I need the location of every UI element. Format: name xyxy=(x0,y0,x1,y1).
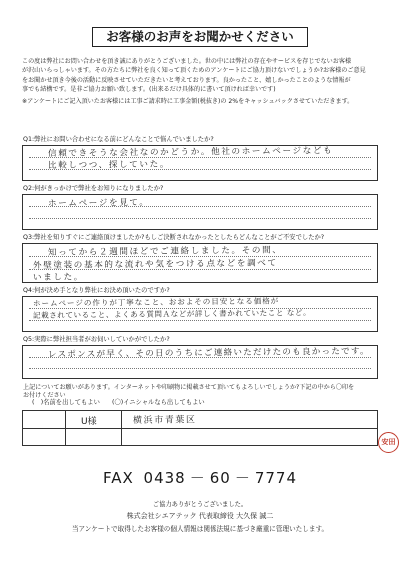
question-1-label: Q1:弊社にお問い合わせになる前にどんなことで悩んでいましたか? xyxy=(23,136,214,143)
answer-1-line: 比較しつつ、探していた。 xyxy=(47,159,171,171)
option-initial-ok[interactable]: (〇)イニシャルなら出してもよい xyxy=(112,399,205,406)
answer-box-4 xyxy=(22,296,378,332)
answer-3-line: いました。 xyxy=(32,272,85,283)
intro-line: をお聞かせ頂き今後の活動に反映させていただきたいと考えております。良かったこと、嬉しかったことのような情報が xyxy=(22,76,351,84)
fax-separator: － xyxy=(234,469,251,487)
customer-name: U様 xyxy=(81,417,97,427)
question-3-label: Q3:弊社を知りすぐにご連絡頂けましたか?もしご決断されなかったとしたらどんなことがご不安でしたか? xyxy=(23,234,325,241)
customer-address: 横浜市青葉区 xyxy=(132,415,197,426)
answer-box-1 xyxy=(22,145,378,181)
intro-line: が沢山いらっしゃいます。その方たちに弊社を良く知って頂くためのアンケートにご協力頂けないでしょうか?お客様のご意見 xyxy=(22,67,366,75)
question-4-label: Q4:何が決め手となり弊社にお決め頂いたのですか? xyxy=(23,287,170,294)
seal-stamp xyxy=(378,432,399,453)
fax-digits: 60 xyxy=(209,469,231,487)
fax-label: FAX xyxy=(102,469,134,487)
answer-4-line: 記載されていること、よくある質問Ａなどが詳しく書かれていたこと など。 xyxy=(32,308,312,320)
answer-3-line: 外壁塗装の基本的な流れや気をつける点などを調べて xyxy=(32,258,278,271)
intro-line: この度は弊社にお問い合わせを頂き誠にありがとうございました。世の中には弊社の存在やサービスを存じでないお客様 xyxy=(22,58,352,65)
option-name-ok[interactable]: ( )名前を出してもよい xyxy=(32,399,100,406)
permission-request-text: お付けください xyxy=(23,392,66,399)
fax-number xyxy=(0,467,400,488)
answer-2-line: ホームページを見て。 xyxy=(47,197,150,209)
answer-3-line: 知ってから２週間ほどでご連絡しました。その間、 xyxy=(47,245,283,258)
intro-line: ※アンケートにご記入頂いたお客様には工事ご請求時に工事金額(税抜き)の 2%をキャッシュバックさせていただきます。 xyxy=(22,97,354,105)
question-5-label: Q5:実際に弊社担当者がお伺いしていかがでしたか? xyxy=(23,336,170,343)
answer-box-5 xyxy=(22,345,378,379)
page-title: お客様のお声をお聞かせください xyxy=(92,27,308,47)
permission-request-text: 上記についてお願いがあります。インターネットや印刷物に掲載させて頂いてもよろしいでしょうか?下記の中から〇印を xyxy=(23,384,355,391)
thanks-text: ご協力ありがとうございました。 xyxy=(152,501,248,508)
intro-text xyxy=(22,57,382,106)
fax-digits: 7774 xyxy=(254,469,298,487)
answer-4-line: ホームページの作りが丁寧なこと、おおよその目安となる価格が xyxy=(32,296,280,308)
answer-5-line: レスポンスが早く、その日のうちにご連絡いただけたのも良かったです。 xyxy=(47,346,370,360)
intro-line: 事でも結構です。是非ご協力お願い致します。(出来るだけ具体的に書いて頂ければ幸いです) xyxy=(22,86,276,94)
question-2-label: Q2:何がきっかけで弊社をお知りになりましたか? xyxy=(23,185,164,192)
seal-stamp-text: 安田 xyxy=(381,438,396,446)
answer-1-line: 信頼できそうな会社なのかどうか。他社のホームページなども xyxy=(47,146,334,159)
fax-separator: － xyxy=(189,469,206,487)
answer-box-2 xyxy=(22,194,378,230)
answer-box-3 xyxy=(22,243,378,283)
customer-info-box xyxy=(22,410,378,446)
company-name: 株式会社シエアテック 代表取締役 大久保 誠二 xyxy=(126,512,274,520)
fax-digits: 0438 xyxy=(143,469,186,487)
privacy-notice: 当アンケートで取得したお客様の個人情報は関係法規に基づき厳重に管理いたします。 xyxy=(71,525,329,533)
